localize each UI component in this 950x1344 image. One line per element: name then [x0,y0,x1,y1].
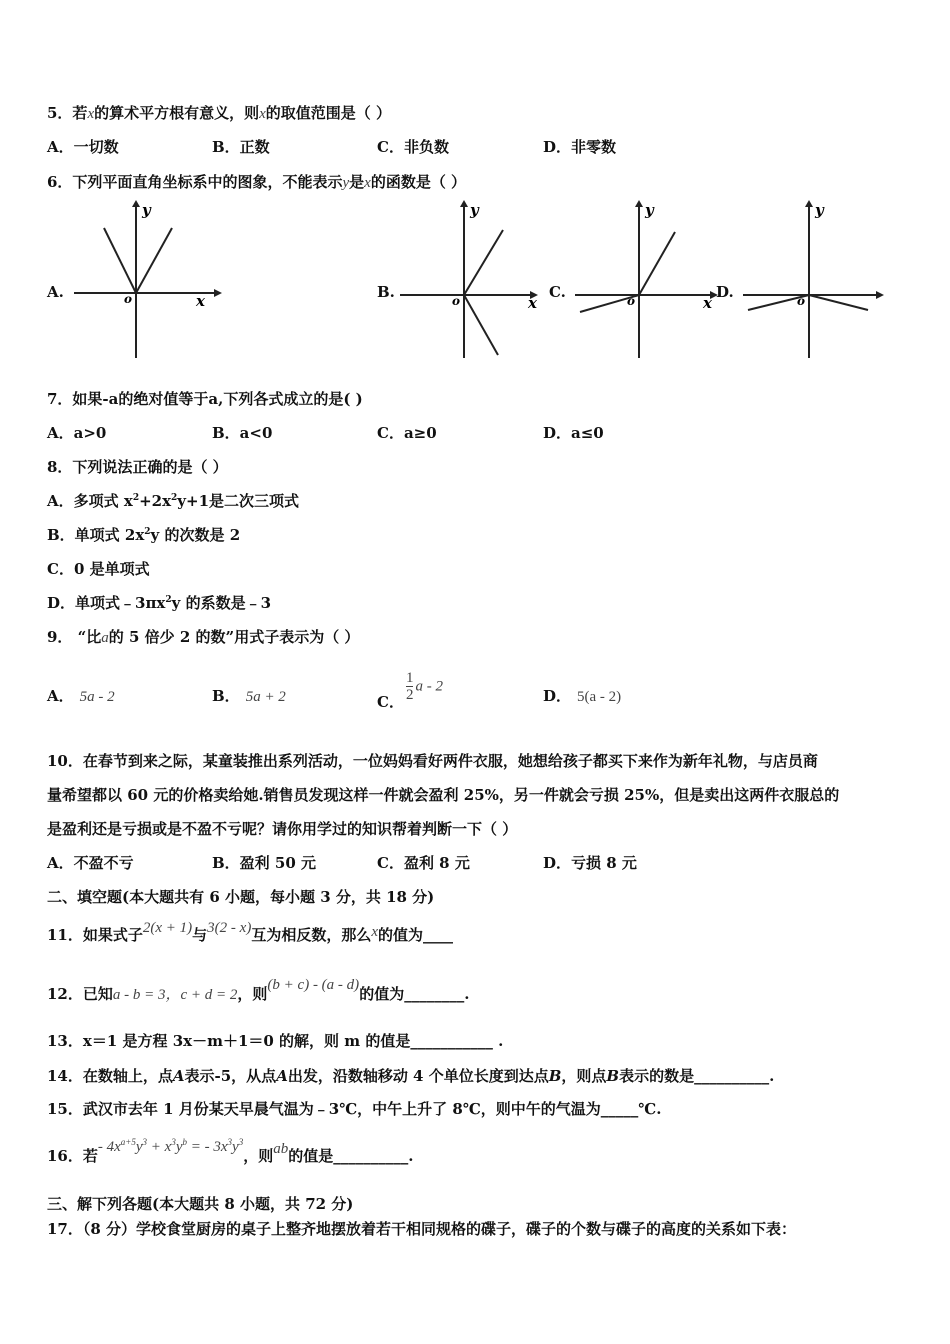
q6-a-axis-x: x [196,292,205,310]
q10-option-b[interactable]: B．盈利 50 元 [212,854,316,872]
q10-option-a[interactable]: A．不盈不亏 [47,854,134,872]
q9-option-c[interactable]: C． $\frac{1}{2}$ a - 2 [377,670,443,711]
question-14: 14．在数轴上，点A表示-5，从点A出发，沿数轴移动 4 个单位长度到达点B，则点B表示的数是__________. [47,1067,775,1085]
q8-option-b[interactable]: B．单项式 $2x^2y$ 的次数是 2 [47,526,241,544]
question-12: 12．已知a - b = 3，c + d = 2，则(b + c) - (a - d)的值为________. [47,977,470,1003]
q5-option-c[interactable]: C．非负数 [377,138,449,156]
q10-option-c[interactable]: C．盈利 8 元 [377,854,470,872]
q6-b-axis-x: x [528,294,537,312]
q6-d-origin: o [797,294,806,308]
q6-label-c[interactable]: C. [549,283,566,301]
q7-option-a[interactable]: A．a>0 [47,424,107,442]
question-6-stem: 6．下列平面直角坐标系中的图象，不能表示y是x的函数是（ ） [47,173,467,191]
q9-option-b[interactable]: B． 5a + 2 [212,687,286,705]
section-2-heading: 二、填空题(本大题共有 6 小题，每小题 3 分，共 18 分) [47,888,435,906]
q6-graph-b[interactable] [400,200,550,362]
question-8-stem: 8．下列说法正确的是（ ） [47,458,228,476]
q5-option-a[interactable]: A．一切数 [47,138,119,156]
q6-graph-d[interactable] [743,200,893,362]
question-15: 15．武汉市去年 1 月份某天早晨气温为﹣3℃，中午上升了 8℃，则中午的气温为_____℃. [47,1100,662,1118]
q9-option-d[interactable]: D． 5(a - 2) [543,687,622,705]
q6-a-origin: o [124,292,133,306]
q5-option-d[interactable]: D．非零数 [543,138,617,156]
q8-option-a[interactable]: A．多项式 $x^2+2x^2y+1$是二次三项式 [47,492,300,510]
q6-label-a[interactable]: A. [47,283,64,301]
q7-option-b[interactable]: B．a<0 [212,424,273,442]
q6-a-axis-y: y [142,201,151,219]
q9-option-a[interactable]: A． 5a - 2 [47,687,115,705]
q7-option-c[interactable]: C．a≥0 [377,424,437,442]
question-11: 11．如果式子2(x + 1)与3(2 - x)互为相反数，那么x的值为____ [47,920,454,944]
question-17: 17．（8 分）学校食堂厨房的桌子上整齐地摆放着若干相同规格的碟子，碟子的个数与碟子的高度的关系如下表： [47,1220,797,1238]
q7-option-d[interactable]: D．a≤0 [543,424,604,442]
q5-option-b[interactable]: B．正数 [212,138,270,156]
q6-d-axis-y: y [815,201,824,219]
section-3-heading: 三、解下列各题(本大题共 8 小题，共 72 分) [47,1195,354,1213]
question-10-line-2: 量希望都以 60 元的价格卖给她.销售员发现这样一件就会盈利 25%，另一件就会亏损 25%，但是卖出这两件衣服总的 [47,786,840,804]
q6-c-origin: o [627,294,636,308]
question-10-line-3: 是盈利还是亏损或是不盈不亏呢？请你用学过的知识帮着判断一下（ ） [47,820,518,838]
question-16: 16．若- $4x^{a+5}y^3 + x^3y^b$ = - $3x^3y^3$，则ab的值是__________. [47,1137,414,1165]
q6-b-axis-y: y [470,201,479,219]
q6-c-axis-x: x [703,294,712,312]
q6-label-d[interactable]: D. [716,283,734,301]
question-9-stem: 9． “比a的 5 倍少 2 的数”用式子表示为（ ） [47,628,360,646]
q6-graph-a[interactable] [74,200,224,362]
q6-c-axis-y: y [645,201,654,219]
question-10-line-1: 10．在春节到来之际，某童装推出系列活动，一位妈妈看好两件衣服，她想给孩子都买下来作为新年礼物，与店员商 [47,752,818,770]
q6-label-b[interactable]: B. [377,283,395,301]
q8-option-c[interactable]: C．0 是单项式 [47,560,150,578]
q10-option-d[interactable]: D．亏损 8 元 [543,854,637,872]
question-7-stem: 7．如果-a的绝对值等于a,下列各式成立的是( ) [47,390,363,408]
question-13: 13．x＝1 是方程 3x－m＋1＝0 的解，则 m 的值是___________ . [47,1032,504,1050]
q6-graph-c[interactable] [575,200,725,362]
question-5-stem: 5．若x的算术平方根有意义，则x的取值范围是（ ） [47,104,392,122]
q6-b-origin: o [452,294,461,308]
q8-option-d[interactable]: D．单项式$﹣3\pi x^2y$ 的系数是﹣3 [47,594,272,612]
